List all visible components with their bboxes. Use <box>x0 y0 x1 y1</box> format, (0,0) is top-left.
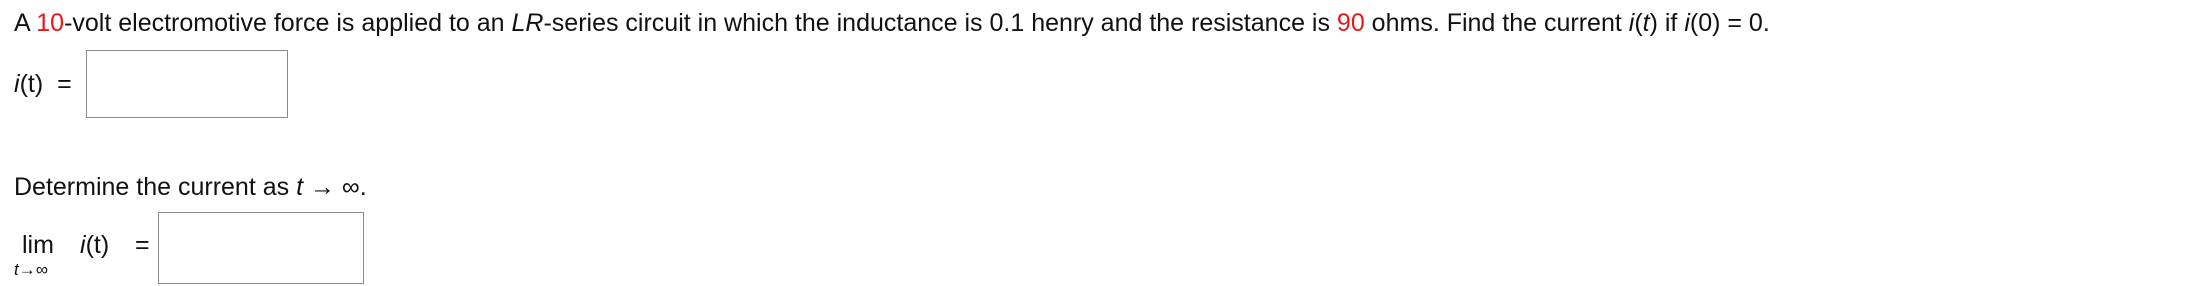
lim-operator: lim <box>22 231 54 259</box>
limit-function <box>80 231 109 259</box>
lim-subscript: t→∞ <box>14 260 48 279</box>
question-part: ohms. Find the current <box>1364 9 1629 37</box>
question-part: A <box>14 9 37 37</box>
answer-row-current <box>14 48 288 120</box>
label-argument: (t) <box>19 69 44 98</box>
current-symbol: i <box>14 69 20 98</box>
current-symbol: i <box>1684 9 1690 37</box>
question-part: → ∞. <box>303 173 367 201</box>
lr-symbol: LR <box>511 9 544 37</box>
limit-question-text <box>14 172 367 202</box>
current-answer-input[interactable] <box>86 50 288 118</box>
question-part: Determine the current as <box>14 173 297 201</box>
current-symbol: i <box>80 231 86 259</box>
limit-answer-input[interactable] <box>158 212 364 284</box>
time-symbol: t <box>1642 9 1650 37</box>
question-part: (0) <box>1689 9 1728 37</box>
limit-expression <box>14 212 154 286</box>
current-symbol: i <box>1628 9 1635 37</box>
equals-sign: = <box>135 231 150 259</box>
time-symbol: t <box>296 173 304 201</box>
question-part: -volt electromotive force is applied to an <box>64 9 512 37</box>
resistance-value: 90 <box>1336 9 1365 37</box>
voltage-value: 10 <box>36 9 65 37</box>
initial-condition: = 0. <box>1727 9 1770 37</box>
question-part: -series circuit in which the inductance is 0.1 henry and the resistance is <box>543 9 1337 37</box>
question-part: ) if <box>1649 9 1685 37</box>
equals-sign: = <box>57 69 72 98</box>
question-part: ( <box>1634 9 1643 37</box>
question-text <box>14 8 1770 38</box>
label-argument: (t) <box>85 231 110 259</box>
answer-label-current <box>14 70 72 99</box>
